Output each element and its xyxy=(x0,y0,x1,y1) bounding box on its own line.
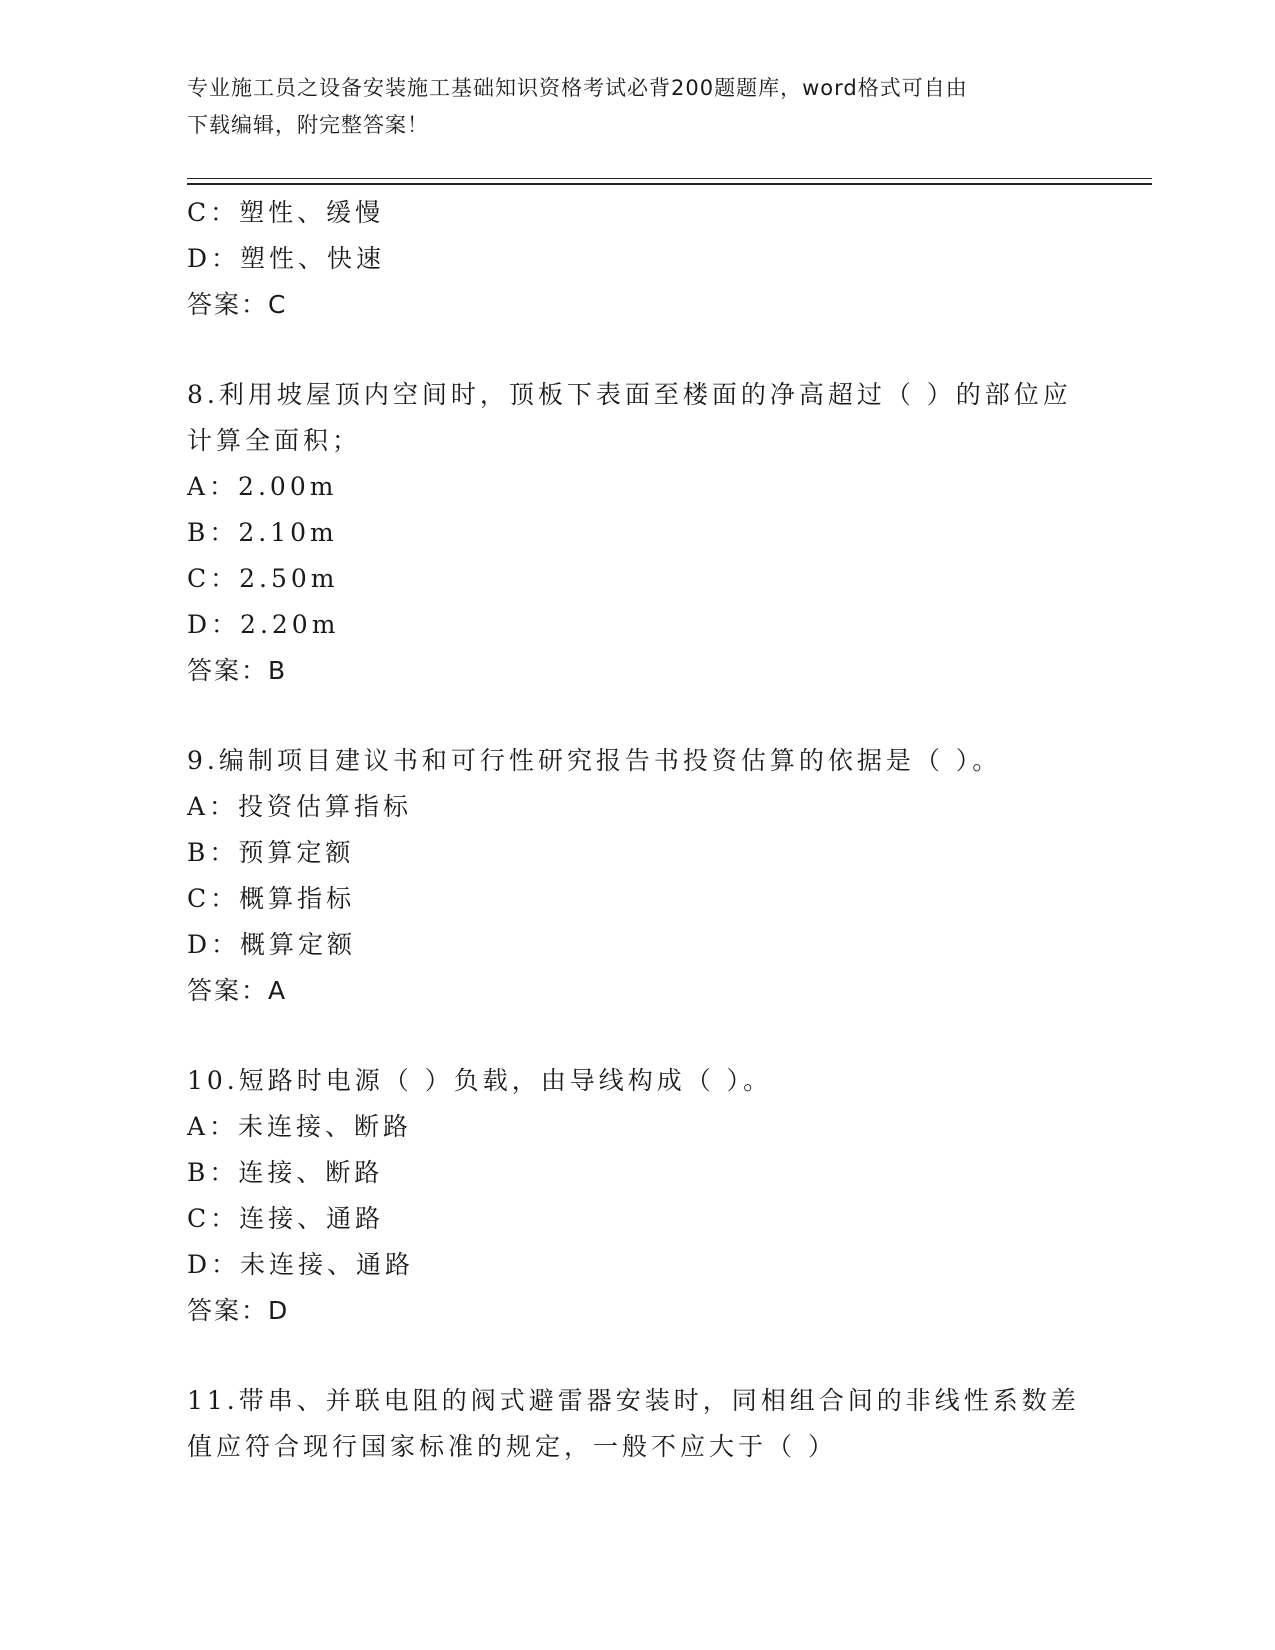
question-list xyxy=(187,190,1087,1470)
option-b: B：连接、断路 xyxy=(187,1158,384,1187)
question-9 xyxy=(187,738,1087,1014)
question-stem: 9.编制项目建议书和可行性研究报告书投资估算的依据是（ ）。 xyxy=(187,746,1002,775)
answer: 答案：D xyxy=(187,1296,290,1325)
question-stem-continued: 计算全面积； xyxy=(187,426,362,455)
question-10 xyxy=(187,1058,1087,1334)
option-c: C：塑性、缓慢 xyxy=(187,198,385,227)
option-a: A：投资估算指标 xyxy=(187,792,413,821)
option-b: B：预算定额 xyxy=(187,838,355,867)
question-stem: 10.短路时电源（ ）负载，由导线构成（ ）。 xyxy=(187,1066,773,1095)
option-c: C：2.50m xyxy=(187,564,339,593)
question-stem: 8.利用坡屋顶内空间时，顶板下表面至楼面的净高超过（ ）的部位应 xyxy=(187,380,1072,409)
question-11 xyxy=(187,1378,1087,1470)
option-d: D：2.20m xyxy=(187,610,340,639)
header-line-1: 专业施工员之设备安装施工基础知识资格考试必背200题题库，word格式可自由 xyxy=(187,76,968,100)
header-divider-thick xyxy=(187,183,1152,185)
question-stem: 11.带串、并联电阻的阀式避雷器安装时，同相组合间的非线性系数差 xyxy=(187,1386,1080,1415)
option-d: D：概算定额 xyxy=(187,930,357,959)
question-8 xyxy=(187,372,1087,694)
question-7-partial xyxy=(187,190,1087,328)
option-d: D：塑性、快速 xyxy=(187,244,386,273)
answer: 答案：B xyxy=(187,656,288,685)
answer: 答案：C xyxy=(187,290,288,319)
option-c: C：连接、通路 xyxy=(187,1204,385,1233)
option-a: A：未连接、断路 xyxy=(187,1112,413,1141)
header-line-2: 下载编辑，附完整答案！ xyxy=(187,113,429,137)
option-a: A：2.00m xyxy=(187,472,338,501)
question-stem-continued: 值应符合现行国家标准的规定，一般不应大于（ ） xyxy=(187,1432,837,1461)
answer: 答案：A xyxy=(187,976,288,1005)
option-b: B：2.10m xyxy=(187,518,338,547)
document-header xyxy=(187,70,1067,144)
header-divider-thin xyxy=(187,178,1152,179)
option-c: C：概算指标 xyxy=(187,884,356,913)
option-d: D：未连接、通路 xyxy=(187,1250,415,1279)
